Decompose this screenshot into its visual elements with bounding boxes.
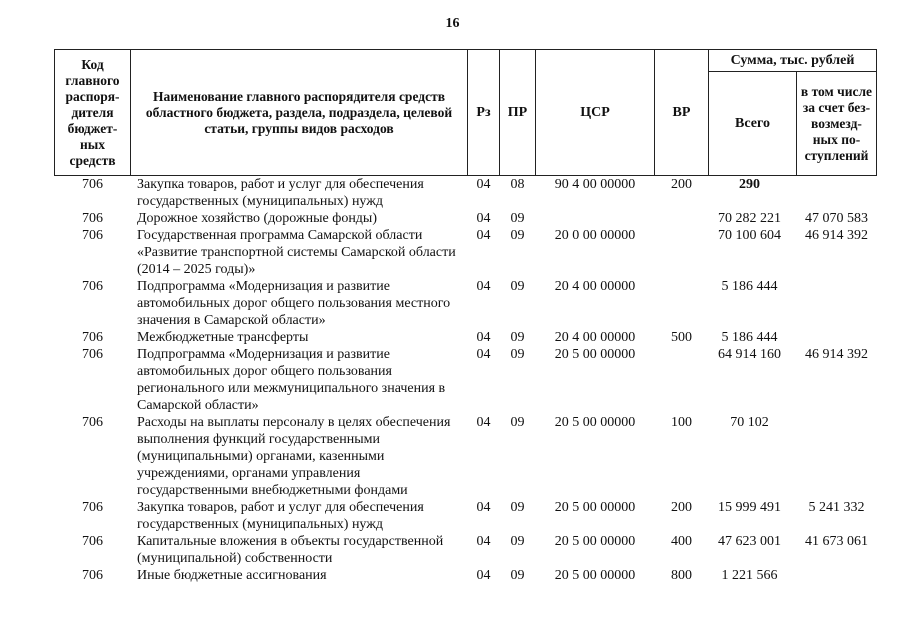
table-row [55,210,877,227]
header-pr: ПР [500,50,536,176]
cell-rz: 04 [476,347,491,362]
cell-code: 706 [82,228,103,243]
cell-pr: 09 [510,228,525,243]
cell-code: 706 [82,568,103,583]
header-name: Наименование главного распорядителя средств областного бюджета, раздела, подраздела, целевой статьи, группы видов расходов [131,50,468,176]
table-header [55,50,877,176]
cell-pr: 09 [510,415,525,430]
table-body [55,176,877,585]
cell-csr: 90 4 00 00000 [554,177,636,192]
header-csr: ЦСР [536,50,655,176]
cell-rz: 04 [476,279,491,294]
cell-pr: 09 [510,347,525,362]
cell-total: 15 999 491 [718,500,781,515]
table-row [55,278,877,329]
table-row [55,533,877,567]
header-total: Всего [709,72,797,176]
table-row [55,329,877,346]
cell-name: Иные бюджетные ассигнования [137,568,327,583]
cell-name: Государственная программа Самарской области «Развитие транспортной системы Самарской области (2014 – 2025 годы)» [137,228,456,277]
cell-name: Закупка товаров, работ и услуг для обеспечения государственных (муниципальных) нужд [137,500,424,532]
header-free: в том числе за счет без-возмезд-ных по-ступлений [797,72,877,176]
cell-total: 64 914 160 [718,347,781,362]
table-row [55,346,877,414]
cell-pr: 09 [510,500,525,515]
cell-total: 70 100 604 [718,228,781,243]
cell-code: 706 [82,415,103,430]
cell-total: 1 221 566 [721,568,778,583]
cell-name: Расходы на выплаты персоналу в целях обеспечения выполнения функций государственными (муниципальными) органами, казенными учреждениями, органами управления государственными внебюджетными фондами [137,415,451,498]
cell-pr: 09 [510,279,525,294]
cell-rz: 04 [476,330,491,345]
cell-free [797,278,877,329]
cell-vr: 200 [671,177,692,192]
cell-code: 706 [82,534,103,549]
cell-total: 70 282 221 [718,211,781,226]
header-code: Код главного распоря-дителя бюджет-ных средств [55,50,131,176]
cell-free: 47 070 583 [805,211,868,226]
cell-free: 41 673 061 [805,534,868,549]
cell-vr [655,210,709,227]
cell-pr: 08 [510,177,525,192]
cell-rz: 04 [476,228,491,243]
cell-total: 47 623 001 [718,534,781,549]
cell-vr: 800 [671,568,692,583]
cell-free: 46 914 392 [805,228,868,243]
cell-code: 706 [82,177,103,192]
cell-csr: 20 5 00 00000 [554,568,636,583]
cell-total: 70 102 [730,415,769,430]
cell-code: 706 [82,330,103,345]
page-number: 16 [445,16,460,31]
cell-name: Подпрограмма «Модернизация и развитие автомобильных дорог общего пользования регионального или межмуниципального значения в Самарской области» [137,347,446,413]
cell-code: 706 [82,347,103,362]
cell-total: 5 186 444 [721,279,778,294]
cell-rz: 04 [476,534,491,549]
cell-csr: 20 5 00 00000 [554,415,636,430]
cell-name: Межбюджетные трансферты [137,330,309,345]
cell-csr: 20 4 00 00000 [554,330,636,345]
cell-vr [655,346,709,414]
cell-free [797,414,877,499]
budget-table [54,49,877,584]
cell-pr: 09 [510,211,525,226]
cell-vr: 200 [671,500,692,515]
cell-name: Дорожное хозяйство (дорожные фонды) [137,211,378,226]
cell-total: 5 186 444 [721,330,778,345]
cell-pr: 09 [510,568,525,583]
header-rz: Рз [468,50,500,176]
cell-free [797,567,877,584]
table-row [55,414,877,499]
cell-rz: 04 [476,568,491,583]
cell-free [797,176,877,211]
cell-free: 5 241 332 [808,500,865,515]
cell-code: 706 [82,500,103,515]
cell-csr [536,210,655,227]
cell-vr [655,278,709,329]
cell-rz: 04 [476,177,491,192]
cell-free [797,329,877,346]
cell-rz: 04 [476,500,491,515]
cell-total: 290 [739,177,760,192]
cell-vr [655,227,709,278]
table-row [55,499,877,533]
cell-name: Капитальные вложения в объекты государственной (муниципальной) собственности [137,534,444,566]
cell-pr: 09 [510,534,525,549]
cell-code: 706 [82,211,103,226]
cell-vr: 400 [671,534,692,549]
cell-vr: 100 [671,415,692,430]
table-row [55,176,877,211]
header-sum-group: Сумма, тыс. рублей [709,50,877,72]
cell-csr: 20 4 00 00000 [554,279,636,294]
cell-csr: 20 5 00 00000 [554,500,636,515]
cell-rz: 04 [476,415,491,430]
header-vr: ВР [655,50,709,176]
table-row [55,567,877,584]
cell-code: 706 [82,279,103,294]
cell-csr: 20 5 00 00000 [554,347,636,362]
table-row [55,227,877,278]
cell-csr: 20 0 00 00000 [554,228,636,243]
cell-rz: 04 [476,211,491,226]
cell-name: Подпрограмма «Модернизация и развитие автомобильных дорог общего пользования местного значения в Самарской области» [137,279,451,328]
cell-csr: 20 5 00 00000 [554,534,636,549]
cell-name: Закупка товаров, работ и услуг для обеспечения государственных (муниципальных) нужд [137,177,424,209]
cell-free: 46 914 392 [805,347,868,362]
cell-vr: 500 [671,330,692,345]
cell-pr: 09 [510,330,525,345]
